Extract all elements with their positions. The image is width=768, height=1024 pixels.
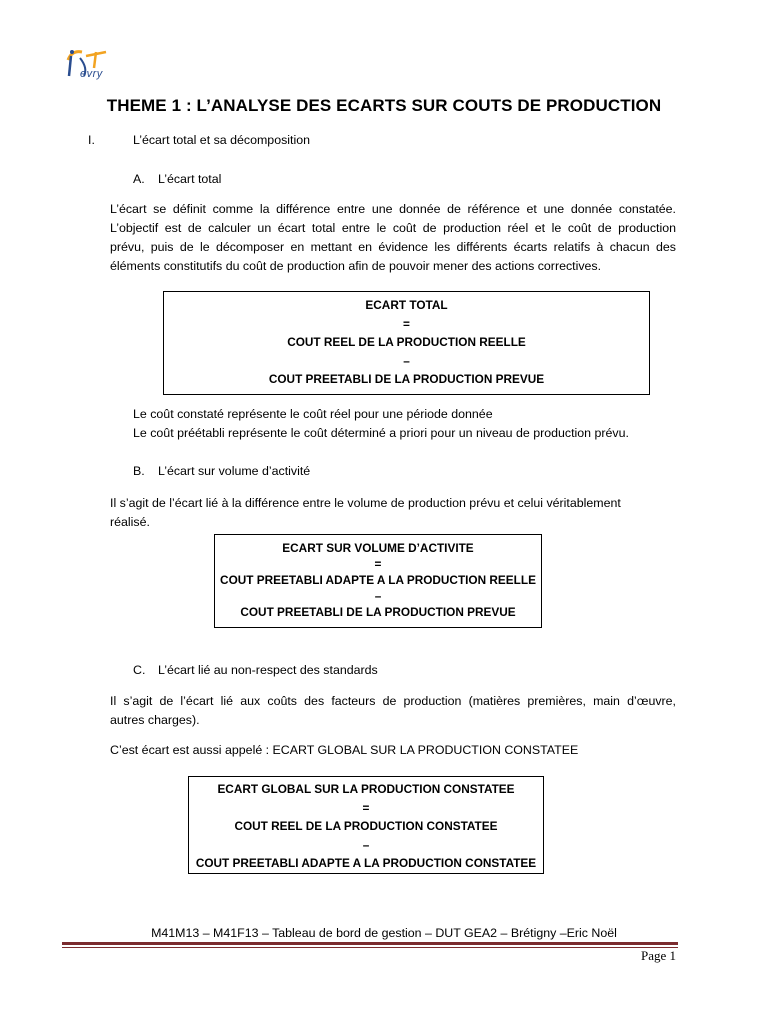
formula-line: ECART TOTAL: [365, 298, 448, 312]
formula-line: COUT PREETABLI DE LA PRODUCTION PREVUE: [268, 372, 545, 386]
paragraph-line: autres charges).: [110, 713, 200, 727]
formula-line: –: [403, 353, 410, 368]
paragraph-line: Il s’agit de l’écart lié à la différence entre le volume de production prévu et celui véritablement: [110, 496, 621, 510]
formula-line: COUT PREETABLI ADAPTE A LA PRODUCTION CONSTATEE: [195, 856, 537, 870]
subsection-c-heading: L’écart lié au non-respect des standards: [158, 663, 378, 677]
subsection-c-letter: C.: [133, 663, 146, 677]
subsection-b-heading: L’écart sur volume d’activité: [158, 464, 311, 478]
formula-line: ECART SUR VOLUME D’ACTIVITE: [282, 541, 474, 555]
subsection-a-letter: A.: [133, 172, 145, 186]
formula-line: COUT REEL DE LA PRODUCTION REELLE: [287, 335, 526, 349]
paragraph-line: L’écart se définit comme la différence entre une donnée de référence et une donnée constatée.: [110, 202, 676, 216]
paragraph-line: réalisé.: [110, 515, 150, 529]
section-number: I.: [88, 133, 95, 147]
formula-line: COUT PREETABLI ADAPTE A LA PRODUCTION REELLE: [220, 573, 536, 587]
footer-rule: [62, 942, 678, 945]
paragraph-line: prévu, puis de le décomposer en mettant en évidence les différents écarts relatifs à chacun des: [110, 240, 676, 254]
formula-box-ecart-global: [188, 776, 544, 874]
formula-line: –: [374, 589, 382, 603]
formula-line: –: [362, 837, 370, 852]
paragraph-line: Il s’agit de l’écart lié aux coûts des facteurs de production (matières premières, main d’œuvre,: [110, 694, 676, 708]
footer-rule-thin: [62, 947, 678, 948]
logo: [62, 46, 118, 86]
subsection-c-note: C’est écart est aussi appelé : ECART GLOBAL SUR LA PRODUCTION CONSTATEE: [110, 743, 579, 757]
subsection-a-notes: [133, 405, 693, 443]
subsection-b-letter: B.: [133, 464, 145, 478]
formula-box-ecart-volume: [214, 534, 542, 628]
paragraph-line: L’objectif est de calculer un écart total entre le coût de production réel et le coût de production: [110, 221, 676, 235]
subsection-a-paragraph: [110, 200, 676, 276]
formula-line: =: [362, 800, 370, 815]
logo-text: evry: [80, 68, 103, 80]
logo-mark-icon: [62, 46, 118, 86]
formula-line: =: [374, 557, 382, 571]
paragraph-line: éléments constitutifs du coût de production afin de pouvoir mener des actions correctives.: [110, 259, 602, 273]
formula-line: COUT PREETABLI DE LA PRODUCTION PREVUE: [240, 605, 516, 619]
note-line: Le coût constaté représente le coût réel pour une période donnée: [133, 407, 493, 421]
page-number: Page 1: [640, 948, 676, 963]
subsection-b-paragraph: [110, 494, 676, 532]
formula-box-ecart-total: [163, 291, 650, 395]
subsection-a-heading: L’écart total: [158, 172, 222, 186]
formula-line: ECART GLOBAL SUR LA PRODUCTION CONSTATEE: [217, 782, 515, 796]
footer-text: M41M13 – M41F13 – Tableau de bord de gestion – DUT GEA2 – Brétigny –Eric Noël: [151, 926, 617, 940]
section-heading: L’écart total et sa décomposition: [133, 133, 311, 147]
subsection-c-paragraph: [110, 692, 676, 730]
page-title: THEME 1 : L’ANALYSE DES ECARTS SUR COUTS DE PRODUCTION: [106, 96, 662, 115]
note-line: Le coût préétabli représente le coût déterminé a priori pour un niveau de production prévu.: [133, 426, 629, 440]
formula-line: COUT REEL DE LA PRODUCTION CONSTATEE: [234, 819, 498, 833]
formula-line: =: [403, 316, 410, 331]
